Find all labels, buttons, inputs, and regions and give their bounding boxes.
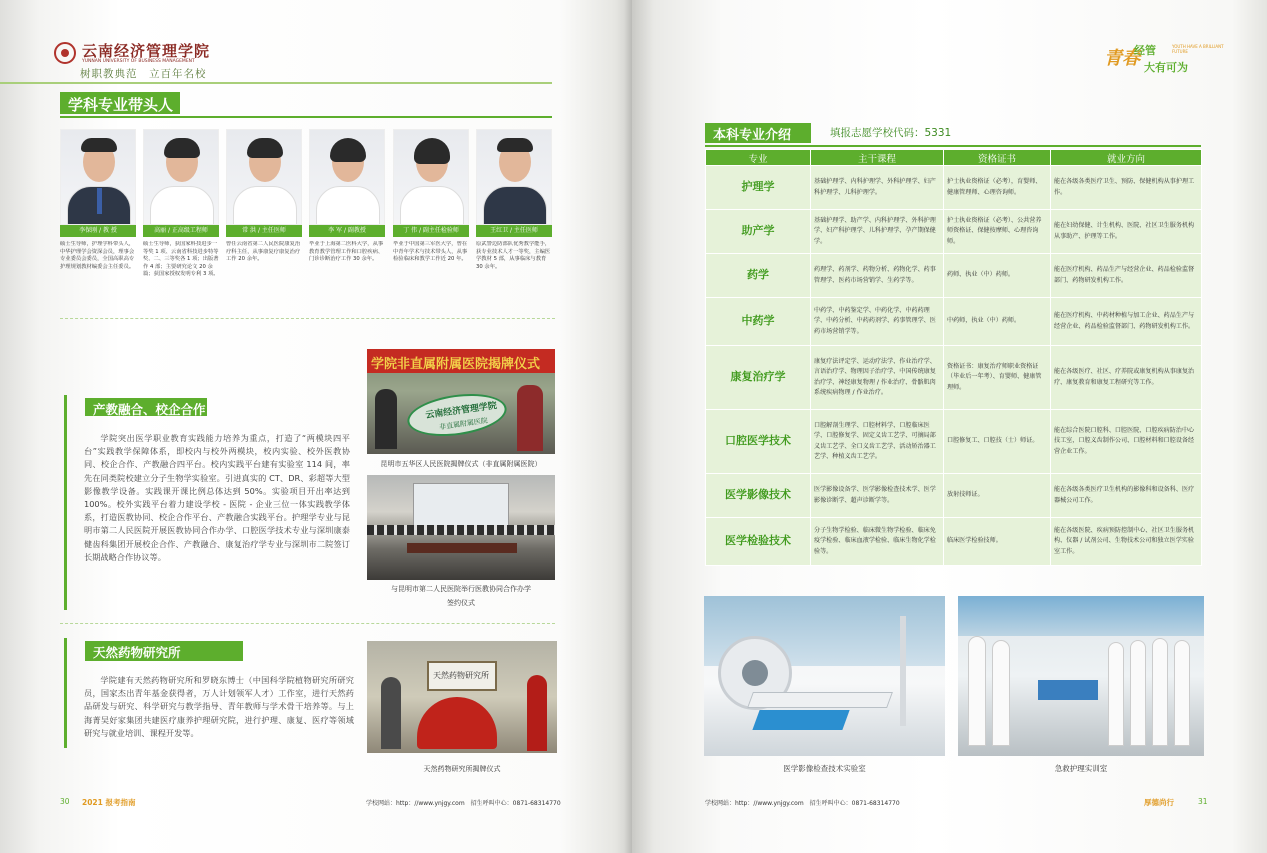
major-career: 能在妇幼保健、计生机构、医院、社区卫生服务机构从事助产、护理等工作。 <box>1051 210 1202 254</box>
section-title-majors: 本科专业介绍 <box>705 123 811 143</box>
section-title-leaders: 学科专业带头人 <box>60 92 180 114</box>
table-row <box>706 410 1202 474</box>
major-name: 康复治疗学 <box>706 346 811 410</box>
major-name: 助产学 <box>706 210 811 254</box>
section-rule <box>60 116 552 118</box>
major-name: 药学 <box>706 254 811 298</box>
major-name: 中药学 <box>706 298 811 346</box>
section-title-industry: 产教融合、校企合作 <box>85 398 207 416</box>
major-name: 医学检验技术 <box>706 518 811 566</box>
major-career: 能在各级各类医疗卫生机构的影像科和设备科、医疗器械公司工作。 <box>1051 474 1202 518</box>
left-page <box>0 0 632 853</box>
major-career: 能在医疗机构、中药材种植与加工企业、药品生产与经营企业、药品检验监督部门、药物研发机构工作。 <box>1051 298 1202 346</box>
faculty-photo <box>476 129 552 225</box>
section-title-research: 天然药物研究所 <box>85 641 243 661</box>
major-cert: 临床医学检验技师。 <box>944 518 1051 566</box>
major-name: 医学影像技术 <box>706 474 811 518</box>
faculty-photo <box>393 129 469 225</box>
school-name-cn: 云南经济管理学院 <box>82 42 211 60</box>
major-courses: 中药学、中药鉴定学、中药化学、中药药理学、中药分析、中药药剂学、药事管理学、医药市场营销学等。 <box>811 298 944 346</box>
table-header: 专业 <box>706 150 811 166</box>
major-courses: 药理学、药剂学、药物分析、药物化学、药事管理学、医药市场营销学、生药学等。 <box>811 254 944 298</box>
major-cert: 放射技师证。 <box>944 474 1051 518</box>
brand-text-en: YOUTH HAVE A BRILLIANT FUTURE <box>1172 44 1224 54</box>
table-header: 主干课程 <box>811 150 944 166</box>
table-row <box>706 298 1202 346</box>
school-motto: 树职教典范 立百年名校 <box>80 68 207 80</box>
faculty-bio: 硕士生导师，护理学科带头人，中华护理学会资深会员，理事会专业委员会委员，全国高职高专护理规划教材编委会主任委员。 <box>60 241 135 270</box>
faculty-card <box>226 129 302 289</box>
major-career: 能在综合医院口腔科、口腔医院、口腔疾病防治中心技工室，口腔义齿制作公司、口腔材料和口腔设备经营企业工作。 <box>1051 410 1202 474</box>
table-row <box>706 254 1202 298</box>
major-courses: 医学影像设备学、医学影像检查技术学、医学影像诊断学、超声诊断学等。 <box>811 474 944 518</box>
faculty-bio: 毕业于上海第二医科大学，从事教育教学管理工作和口腔疾病、门诊诊断治疗工作 30 余年。 <box>309 241 384 262</box>
footer-contact: 学校网站：http：//www.ynjgy.com 招生呼叫中心：0871-68314770 <box>705 800 900 807</box>
faculty-bio: 曾任云南省第二人民医院康复治疗科主任，从事康复疗康复治疗工作 20 余年。 <box>226 241 301 262</box>
photo-institute-unveiling <box>367 641 557 753</box>
table-row <box>706 346 1202 410</box>
major-cert: 护士执业资格证（必考），育婴师、健康管理师、心理咨询师。 <box>944 166 1051 210</box>
faculty-bio: 原武警边防部队优秀教学能手，获专业技术人才一等奖，主编医学教材 5 部，从事临床与教育 30 余年。 <box>476 241 551 270</box>
guide-title: 2021 报考指南 <box>82 798 136 807</box>
faculty-photo <box>143 129 219 225</box>
ceremony-screen <box>413 483 509 527</box>
faculty-card <box>476 129 552 289</box>
hospital-bed <box>1038 680 1098 700</box>
table-row <box>706 166 1202 210</box>
faculty-card <box>143 129 219 289</box>
section-accent-bar <box>64 638 67 748</box>
section-divider <box>60 318 555 319</box>
table-header-row <box>706 150 1202 166</box>
major-cert: 药师、执业（中）药师。 <box>944 254 1051 298</box>
header-rule <box>0 82 552 84</box>
plaque-subtext: 非直属附属医院 <box>438 416 489 432</box>
footer-contact: 学校网站：http：//www.ynjgy.com 招生呼叫中心：0871-68314770 <box>366 800 561 807</box>
major-name: 口腔医学技术 <box>706 410 811 474</box>
faculty-card <box>393 129 469 289</box>
brand-text-jingguan: 经管 <box>1134 44 1156 57</box>
faculty-caption: 丁 伟 / 副主任检验师 <box>393 225 469 237</box>
school-code: 填报志愿学校代码：5331 <box>830 127 952 139</box>
photo-signing-ceremony <box>367 475 555 580</box>
photo-hospital-plaque <box>367 349 555 454</box>
school-name-en: YUNNAN UNIVERSITY OF BUSINESS MANAGEMENT <box>82 59 195 64</box>
photo-caption: 昆明市五华区人民医院揭牌仪式（非直属附属医院） <box>380 460 542 468</box>
faculty-card <box>309 129 385 289</box>
faculty-caption: 王红卫 / 主任医师 <box>476 225 552 237</box>
photo-nursing-lab <box>958 596 1204 756</box>
faculty-photo <box>226 129 302 225</box>
major-courses: 口腔解剖生理学、口腔材料学、口腔临床医学、口腔修复学、固定义齿工艺学、可摘局部义齿工艺学、全口义齿工艺学、活动矫治器工艺学、种植义齿工艺学。 <box>811 410 944 474</box>
major-career: 能在医疗机构、药品生产与经营企业、药品检验监督部门、药物研发机构工作。 <box>1051 254 1202 298</box>
photo-caption: 签约仪式 <box>447 599 475 607</box>
section-divider <box>60 623 555 624</box>
section-text-industry: 学院突出医学职业教育实践能力培养为重点，打造了“两模块四平台”实践教学保障体系，即校内与校外两模块，校内实验、校外医教协同、校企合作、产教融合四平台。校内实践平台建有实验室 114 间，率先在同类院校建立分子生物学实验室。引进真实的 CT、DR、彩超等大型影像教学设备。实践课开课比例总体达到 50%。实验项目开出率达到 100%。校外实践平台着力建设学校 - 医院 - 企业三位一体实践教学体系，打造医教协同、校企合作平台、产教融合实践平台。护理学专业与昆明市第二人民医院开展医教协同合作办学、口腔医学技术专业与深圳康泰健齿科集团开展校企合作、产教融合、康复治疗学专业与深圳市二院签订长期战略合作协议等。 <box>84 433 350 562</box>
table-row <box>706 518 1202 566</box>
major-courses: 基础护理学、助产学、内科护理学、外科护理学、妇产科护理学、儿科护理学、孕产期保健学。 <box>811 210 944 254</box>
major-name: 护理学 <box>706 166 811 210</box>
right-page <box>632 0 1267 853</box>
major-courses: 基础护理学、内科护理学、外科护理学、妇产科护理学、儿科护理学。 <box>811 166 944 210</box>
faculty-card <box>60 129 136 289</box>
faculty-caption: 李保刚 / 教 授 <box>60 225 136 237</box>
brand-text-dayoukewei: 大有可为 <box>1144 61 1188 74</box>
faculty-caption: 李 军 / 副教授 <box>309 225 385 237</box>
faculty-caption: 常 洪 / 主任医师 <box>226 225 302 237</box>
major-cert: 资格证书：康复治疗师职业资格证（毕业后一年考）、育婴师、健康管理师。 <box>944 346 1051 410</box>
table-header: 就业方向 <box>1051 150 1202 166</box>
plaque-text: 云南经济管理学院 <box>424 401 498 421</box>
brand-text-qingchun: 青春 <box>1104 48 1140 69</box>
page-number: 30 <box>60 797 70 806</box>
major-courses: 分子生物学检验、临床微生物学检验、临床免疫学检验、临床血液学检验、临床生物化学检验等。 <box>811 518 944 566</box>
photo-imaging-lab <box>704 596 945 756</box>
brand-slogan <box>1104 42 1244 82</box>
page-number: 31 <box>1198 797 1208 806</box>
major-cert: 口腔修复工、口腔技（士）师证。 <box>944 410 1051 474</box>
section-text-research: 学院建有天然药物研究所和罗晓东博士（中国科学院植物研究所研究员，国家杰出青年基金获得者，万人计划领军人才）工作室，进行天然药品研发与研究、科学研究与教学指导、青年教师与学术骨干培养等。与上海菁吴好家集团共建医疗康养护理研究院，进行护理、康复、医疗等领域研究与就业培训、课程开发等。 <box>84 675 354 738</box>
photo-caption: 与昆明市第二人民医院举行医教协同合作办学 <box>391 585 531 593</box>
faculty-caption: 高丽 / 正高级工程师 <box>143 225 219 237</box>
institute-plaque-text: 天然药物研究所 <box>433 671 489 680</box>
major-cert: 护士执业资格证（必考）、公共营养师资格证、保健按摩师、心理咨询师。 <box>944 210 1051 254</box>
major-cert: 中药师，执业（中）药师。 <box>944 298 1051 346</box>
majors-table <box>705 149 1202 566</box>
banner-text: 学院非直属附属医院揭牌仪式 <box>371 357 541 372</box>
faculty-bio: 毕业于中国第三军医大学，曾在中青年学术与技术带头人，从事检验临床和教学工作近 20 年。 <box>393 241 468 262</box>
photo-caption: 急救护理实训室 <box>1054 764 1108 773</box>
red-cloth <box>417 697 497 749</box>
photo-caption: 医学影像检查技术实验室 <box>783 764 866 773</box>
major-career: 能在各级各类医疗卫生、预防、保健机构从事护理工作。 <box>1051 166 1202 210</box>
table-row <box>706 474 1202 518</box>
table-header: 资格证书 <box>944 150 1051 166</box>
slogan: 厚德尚行 <box>1144 798 1174 807</box>
section-accent-bar <box>64 395 67 610</box>
section-rule <box>705 145 1201 147</box>
school-seal-icon <box>54 42 76 64</box>
major-courses: 康复疗法评定学、运动疗法学、作业治疗学、言语治疗学、物理因子治疗学、中国传统康复治疗学、神经康复物理 / 作业治疗、骨骼肌肉系统疾病物理 / 作业治疗。 <box>811 346 944 410</box>
table-row <box>706 210 1202 254</box>
major-career: 能在各级医疗、社区、疗养院或康复机构从事康复治疗、康复教育和康复工程研究等工作。 <box>1051 346 1202 410</box>
ct-table <box>747 692 893 708</box>
faculty-photo <box>309 129 385 225</box>
faculty-bio: 硕士生导师，获国家科技进步一等奖 1 项、云南省科技进步特等奖、二、三等奖各 1 项；出版著作 4 部；主要研究论文 20 余篇；获国家授权发明专利 3 项。 <box>143 241 219 277</box>
faculty-photo <box>60 129 136 225</box>
major-career: 能在各级医院、疾病预防控制中心、社区卫生服务机构、仪器 / 试剂公司、生物技术公司和独立医学实验室工作。 <box>1051 518 1202 566</box>
photo-caption: 天然药物研究所揭牌仪式 <box>423 765 501 773</box>
